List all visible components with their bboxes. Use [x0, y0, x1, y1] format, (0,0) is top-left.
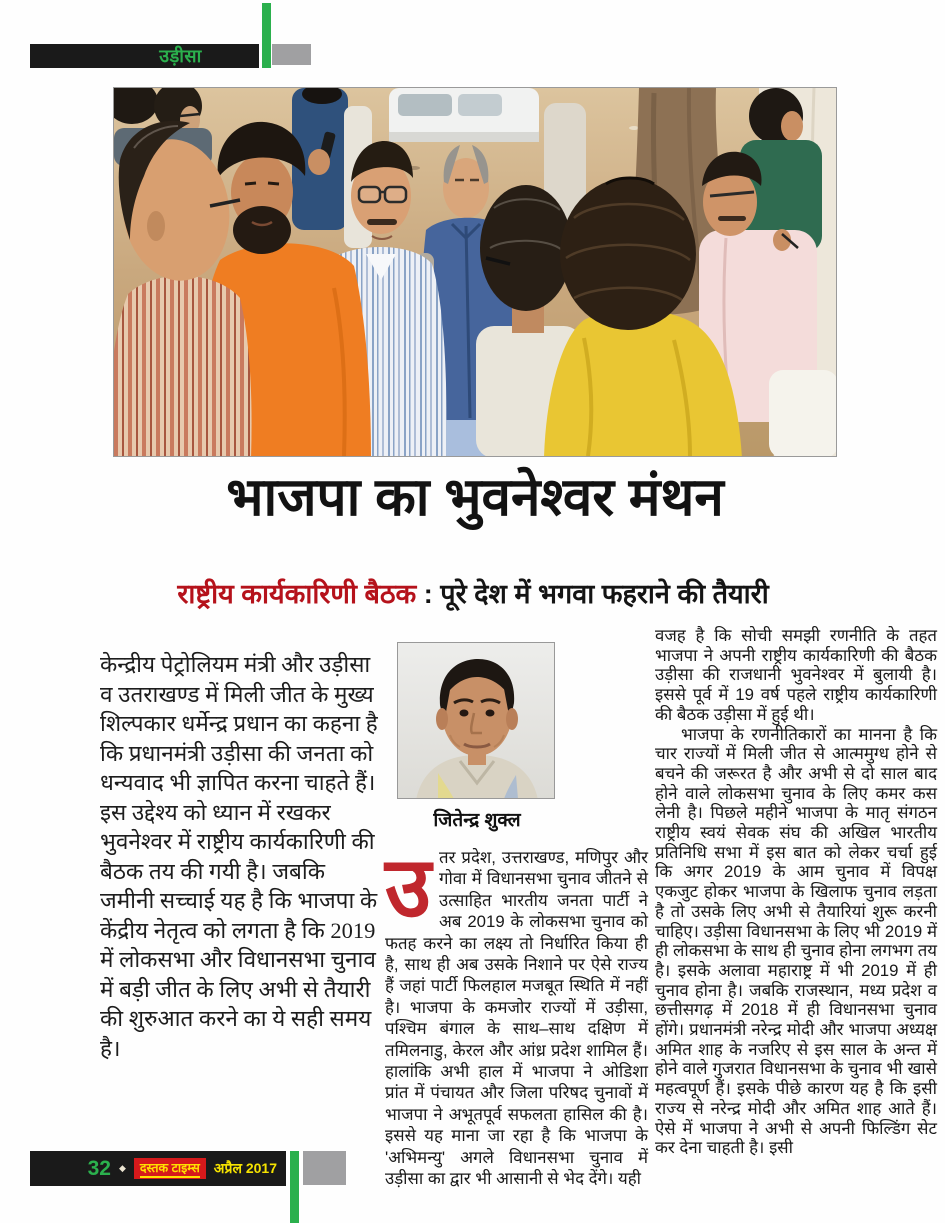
- author-portrait-illustration: [398, 643, 555, 799]
- intro-paragraph: केन्द्रीय पेट्रोलियम मंत्री और उड़ीसा व उतराखण्ड में मिली जीत के मुख्य शिल्पकार धर्मेन्द्र प्रधान का कहना है कि प्रधानमंत्री उड़ीसा की जनता को धन्यवाद भी ज्ञापित करना चाहते हैं। इस उद्देश्य को ध्यान में रखकर भुवनेश्वर में राष्ट्रीय कार्यकारिणी की बैठक तय की गयी है। जबकि जमीनी सच्चाई यह है कि भाजपा के केंद्रीय नेतृत्व को लगता है कि 2019 में लोकसभा और विधानसभा चुनाव में बड़ी जीत के लिए अभी से तैयारी की शुरुआत करने का ये सही समय है।: [100, 652, 378, 1061]
- article-subhead: [88, 574, 858, 611]
- article-column-right: [655, 626, 937, 1158]
- footer-bar: [30, 1151, 286, 1186]
- subhead-black-part: पूरे देश में भगवा फहराने की तैयारी: [440, 579, 769, 609]
- issue-date: अप्रैल 2017: [213, 1160, 277, 1176]
- subhead-red-part: राष्ट्रीय कार्यकारिणी बैठक: [177, 579, 417, 609]
- magazine-logo-text: दस्तक टाइम्स: [140, 1161, 200, 1178]
- page-number: 32: [87, 1156, 111, 1180]
- author-photo: [397, 642, 555, 799]
- subhead-separator: :: [416, 579, 441, 609]
- magazine-logo: [134, 1158, 206, 1179]
- diamond-icon: ◆: [118, 1163, 126, 1173]
- article-headline: भाजपा का भुवनेश्वर मंथन: [226, 468, 724, 527]
- column-right-para2: भाजपा के रणनीतिकारों का मानना है कि चार राज्यों में मिली जीत से आत्ममुग्ध होने से बचने की जरूरत है और अभी से दो साल बाद होने वाले लोकसभा चुनाव के लिए कमर कस लेनी है। पिछले महीने भाजपा के मातृ संगठन राष्ट्रीय स्वयं सेवक संघ की अखिल भारतीय प्रतिनिधि सभा में इस बात को लेकर चर्चा हुई कि अगर 2019 के आम चुनाव में विपक्ष एकजुट होकर भाजपा के खिलाफ चुनाव लड़ता है तो उसके लिए अभी से तैयारियां शुरू करनी चाहिए। उड़ीसा विधानसभा के लिए भी 2019 में ही लोकसभा के साथ ही चुनाव होना लगभग तय है। इसके अलावा महाराष्ट्र में भी 2019 में ही चुनाव होना है। जबकि राजस्थान, मध्य प्रदेश व छत्तीसगढ़ में 2018 में ही विधानसभा चुनाव होंगे। प्रधानमंत्री नरेन्द्र मोदी और भाजपा अध्यक्ष अमित शाह के नजरिए से इस साल के अन्त में होने वाले गुजरात विधानसभा के चुनाव भी खासे महत्वपूर्ण हैं। इसके पीछे कारण यह है कि इसी राज्य से नरेन्द्र मोदी और अमित शाह आते हैं। ऐसे में भाजपा ने अभी से अपनी फिल्डिंग सेट कर देना चाहती है। इसी: [655, 724, 937, 1158]
- header-green-accent: [262, 3, 271, 68]
- article-column-middle: [385, 840, 648, 1190]
- header-gray-block: [272, 44, 311, 65]
- drop-cap: उ: [385, 840, 432, 934]
- footer-green-accent: [290, 1151, 299, 1223]
- main-photo: [113, 87, 837, 457]
- section-label: उड़ीसा: [159, 46, 202, 66]
- footer-gray-block: [303, 1151, 346, 1185]
- vehicle: [389, 88, 539, 142]
- author-caption: जितेन्द्र शुक्ल: [433, 810, 521, 831]
- column-middle-text: तर प्रदेश, उत्तराखण्ड, मणिपुर और गोवा में विधानसभा चुनाव जीतने से उत्साहित भारतीय जनता पार्टी ने अब 2019 के लोकसभा चुनाव को फतह करने का लक्ष्य तो निर्धारित किया ही है, साथ ही अब उसके निशाने पर ऐसे राज्य हैं जहां पार्टी फिलहाल मजबूत स्थिति में नहीं है। भाजपा के कमजोर राज्यों में उड़ीसा, पश्चिम बंगाल के साथ–साथ दक्षिण में तमिलनाडु, केरल और आंध्र प्रदेश शामिल हैं। हालांकि अभी हाल में भाजपा ने ओडिशा प्रांत में पंचायत और जिला परिषद चुनावों में भाजपा ने अभूतपूर्व सफलता हासिल की है। इससे यह माना जा रहा है कि भाजपा के 'अभिमन्यु' अगले विधानसभा चुनाव में उड़ीसा का द्वार भी आसानी से भेद देंगे। यही: [385, 848, 648, 1189]
- column-right-para1: वजह है कि सोची समझी रणनीति के तहत भाजपा ने अपनी राष्ट्रीय कार्यकारिणी की बैठक उड़ीसा की राजधानी भुवनेश्वर में बुलायी है। इससे पूर्व में 19 वर्ष पहले राष्ट्रीय कार्यकारिणी की बैठक उड़ीसा में हुई थी।: [655, 626, 937, 724]
- section-header-bar: [30, 44, 259, 68]
- main-photo-illustration: [114, 88, 837, 457]
